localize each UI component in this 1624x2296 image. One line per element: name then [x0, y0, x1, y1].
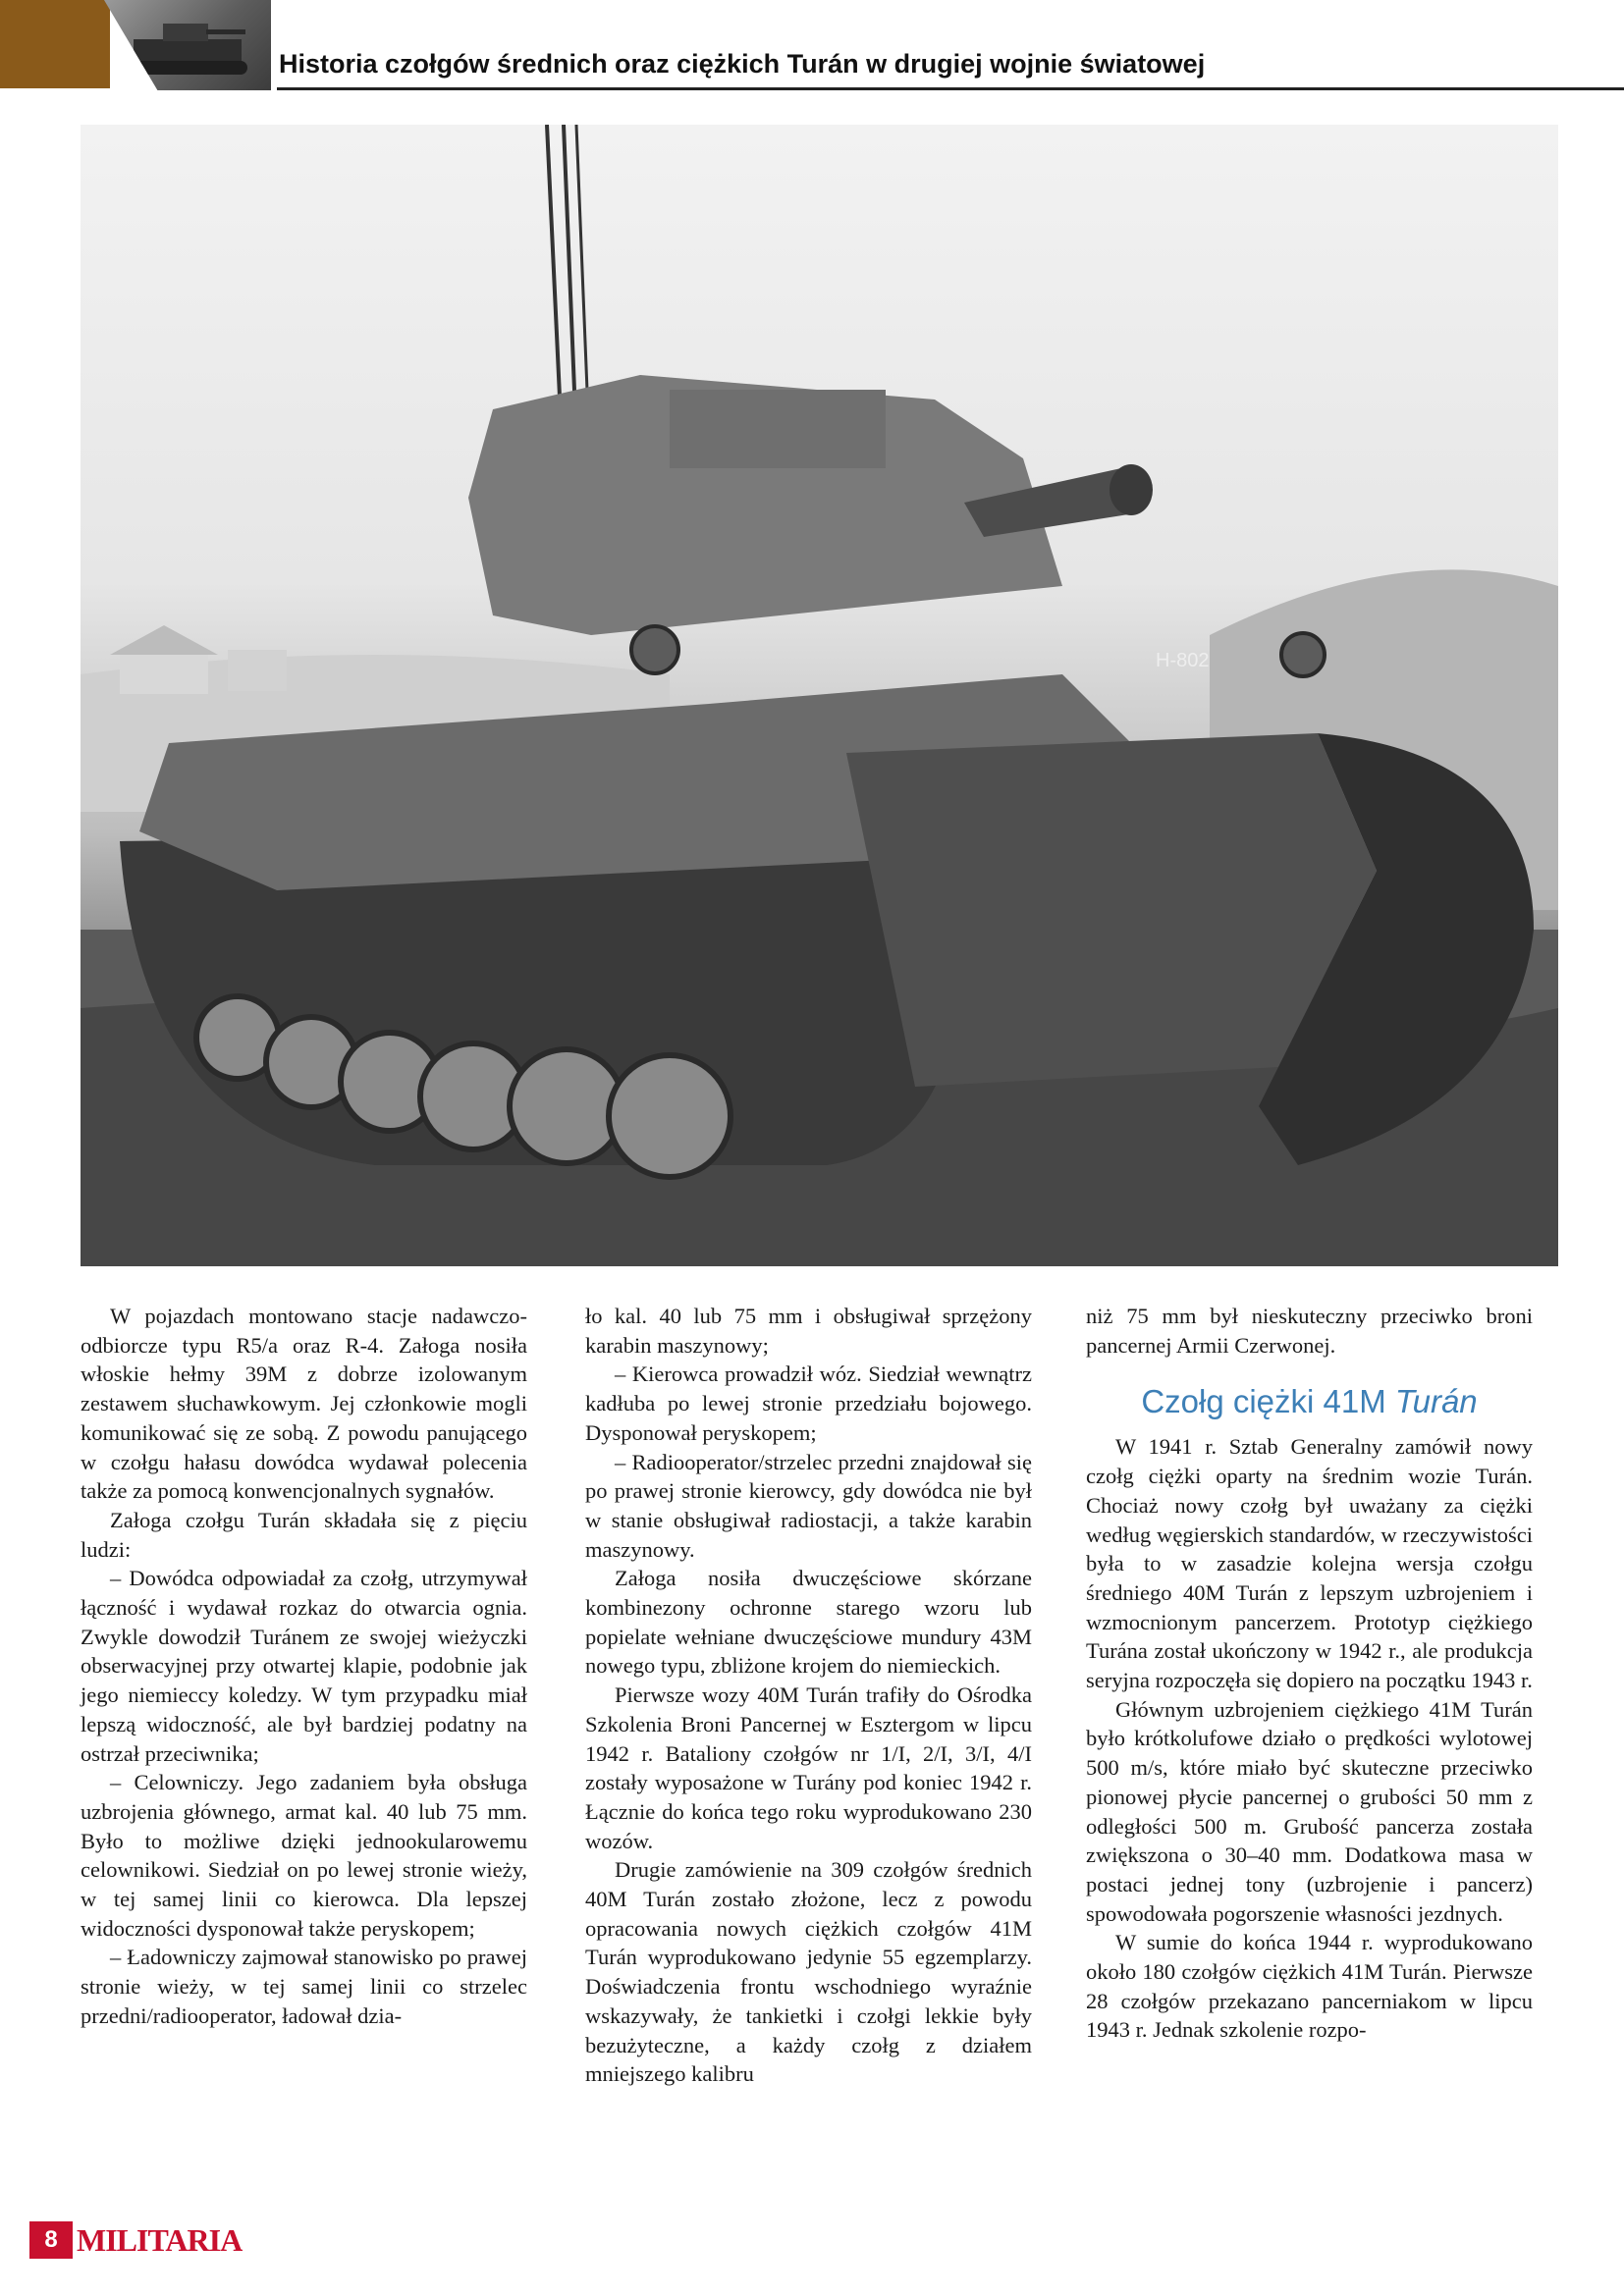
paragraph: Załoga czołgu Turán składała się z pięciu ludzi: [81, 1507, 527, 1562]
header-corner-accent [0, 0, 110, 88]
page-number: 8 [29, 2221, 73, 2259]
paragraph: – Radiooperator/strzelec przedni znajdował się po prawej stronie kierowcy, gdy dowódca nie był w stanie obsługiwał radiostacji, a także karabin maszynowy. [585, 1449, 1032, 1562]
text-column-1 [81, 1302, 527, 2031]
paragraph: W 1941 r. Sztab Generalny zamówił nowy czołg ciężki oparty na średnim wozie Turán. Chociaż nowy czołg był uważany za ciężki według węgierskich standardów, w rzeczywistości była to w zasadzie kolejna wersja czołgu średniego 40M Turán z lepszym uzbrojeniem i wzmocnionym pancerzem. Prototyp ciężkiego Turána został ukończony w 1942 r., ale produkcja seryjna rozpoczęła się dopiero na początku 1943 r. [1086, 1434, 1533, 1693]
paragraph: W pojazdach montowano stacje nadawczo-odbiorcze typu R5/a oraz R-4. Załoga nosiła włoskie hełmy 39M z dobrze izolowanym zestawem słuchawkowym. Jej członkowie mogli komunikować się ze sobą. Z powodu panującego w czołgu hałasu dowódca wydawał polecenia także za pomocą konwencjonalnych sygnałów. [81, 1304, 527, 1504]
paragraph: – Ładowniczy zajmował stanowisko po prawej stronie wieży, w tej samej linii co strzelec przedni/radiooperator, ładował dzia- [81, 1945, 527, 2028]
paragraph: ło kal. 40 lub 75 mm i obsługiwał sprzężony karabin maszynowy; [585, 1304, 1032, 1358]
header-thumbnail-image [104, 0, 271, 90]
paragraph: niż 75 mm był nieskuteczny przeciwko broni pancernej Armii Czerwonej. [1086, 1304, 1533, 1358]
paragraph: Głównym uzbrojeniem ciężkiego 41M Turán było krótkolufowe działo o prędkości wylotowej 500 m/s, które miało być skuteczne przeciwko pionowej płycie pancernej o grubości 50 mm z odległości 500 m. Grubość pancerza została zwiększona o 30–40 mm. Dodatkowa masa w postaci jednej tony (uzbrojenie i pancerz) spowodowała pogorszenie własności jezdnych. [1086, 1696, 1533, 1926]
magazine-logo: MILITARIA [77, 2222, 243, 2258]
text-column-2 [585, 1302, 1032, 2089]
page-header-title: Historia czołgów średnich oraz ciężkich Turán w drugiej wojnie światowej [279, 49, 1206, 79]
paragraph: – Celowniczy. Jego zadaniem była obsługa uzbrojenia głównego, armat kal. 40 lub 75 mm. Było to możliwe dzięki jednookularowemu celownikowi. Siedział on po lewej stronie wieży, w tej samej linii co kierowca. Dla lepszej widoczności dysponował także peryskopem; [81, 1770, 527, 1941]
paragraph: W sumie do końca 1944 r. wyprodukowano około 180 czołgów ciężkich 41M Turán. Pierwsze 28 czołgów przekazano pancerniakom w lipcu 1943 r. Jednak szkolenie rozpo- [1086, 1930, 1533, 2043]
tank-photograph [81, 125, 1558, 1266]
paragraph: – Dowódca odpowiadał za czołg, utrzymywał łączność i wydawał rozkaz do otwarcia ognia. Zwykle dowodził Turánem ze swojej wieżyczki obserwacyjnej przy otwartej klapie, podobnie jak jego niemieccy koledzy. W tym przypadku miał lepszą widoczność, ale był bardziej podatny na ostrzał przeciwnika; [81, 1566, 527, 1766]
header-rule [277, 87, 1624, 90]
tank-plate-text: H-802 [1156, 650, 1210, 671]
paragraph: – Kierowca prowadził wóz. Siedział wewnątrz kadłuba po lewej stronie przedziału bojowego. Dysponował peryskopem; [585, 1362, 1032, 1445]
text-column-3 [1086, 1302, 1533, 2045]
section-heading: Czołg ciężki 41M Turán [1141, 1383, 1478, 1420]
paragraph: Drugie zamówienie na 309 czołgów średnich 40M Turán zostało złożone, lecz z powodu opracowania nowych ciężkich czołgów 41M Turán wyprodukowano jedynie 55 egzemplarzy. Doświadczenia frontu wschodniego wyraźnie wskazywały, że tankietki i czołgi lekkie były bezużyteczne, a każdy czołg z działem mniejszego kalibru [585, 1857, 1032, 2087]
paragraph: Pierwsze wozy 40M Turán trafiły do Ośrodka Szkolenia Broni Pancernej w Esztergom w lipcu 1942 r. Bataliony czołgów nr 1/I, 2/I, 3/I, 4/I zostały wyposażone w Turány pod koniec 1942 r. Łącznie do końca tego roku wyprodukowano 230 wozów. [585, 1682, 1032, 1853]
paragraph: Załoga nosiła dwuczęściowe skórzane kombinezony ochronne starego wzoru lub popielate wełniane dwuczęściowe mundury 43M nowego typu, zbliżone krojem do niemieckich. [585, 1566, 1032, 1679]
